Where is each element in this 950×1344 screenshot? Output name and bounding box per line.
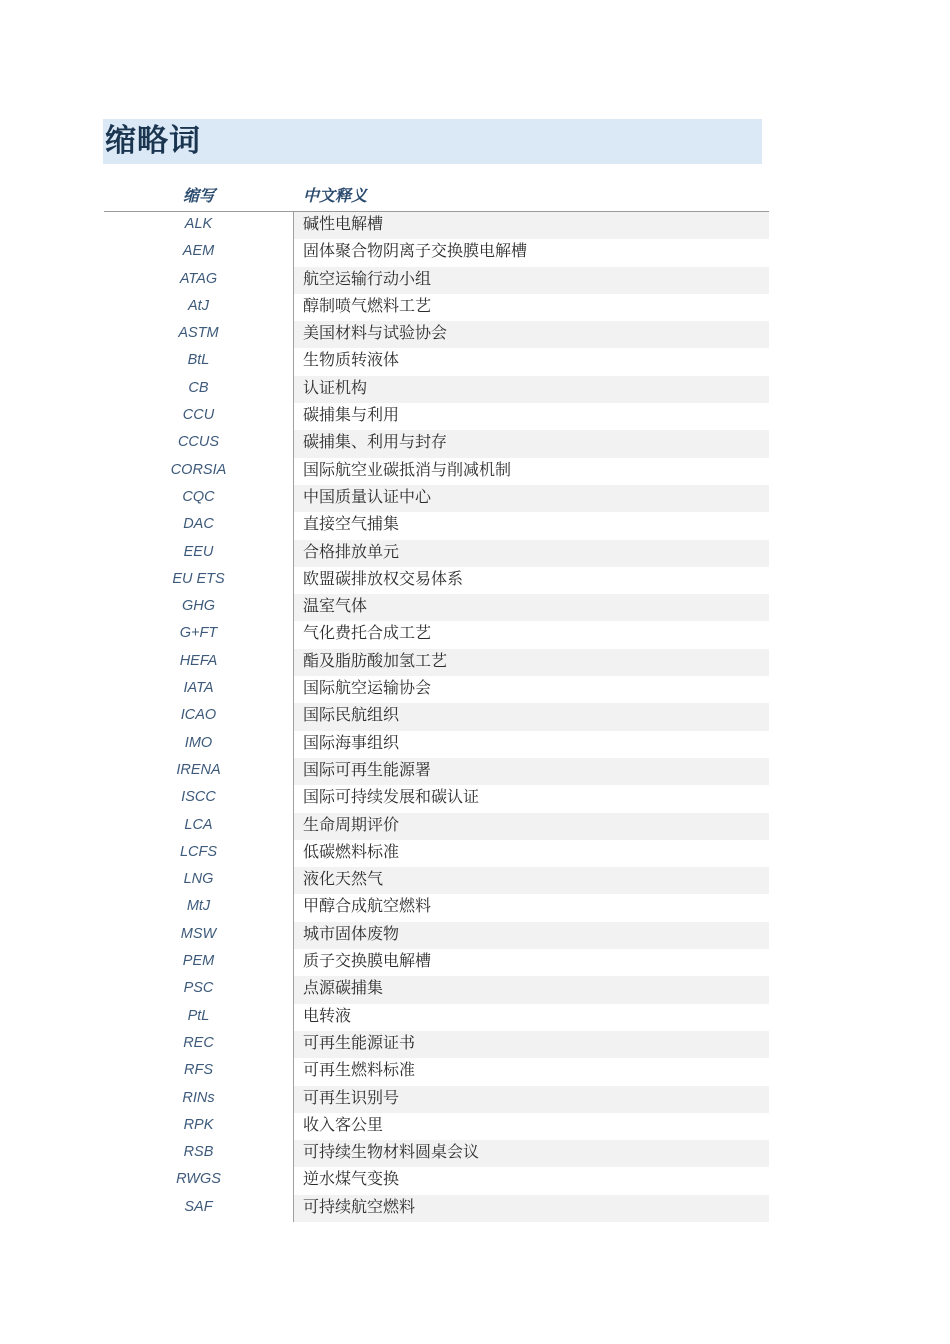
chinese-meaning-cell: 碳捕集、利用与封存 — [294, 430, 769, 457]
abbreviation-cell: SAF — [104, 1195, 294, 1222]
column-header-abbreviation: 缩写 — [182, 186, 215, 205]
chinese-meaning-cell: 中国质量认证中心 — [294, 485, 769, 512]
abbreviation-cell: EEU — [104, 540, 294, 567]
table-row — [104, 403, 769, 430]
chinese-meaning-cell: 欧盟碳排放权交易体系 — [303, 568, 464, 588]
table-row — [104, 840, 769, 867]
chinese-meaning-cell: 逆水煤气变换 — [303, 1169, 400, 1189]
chinese-meaning-cell: 国际民航组织 — [294, 703, 769, 730]
chinese-meaning-cell: 低碳燃料标准 — [303, 841, 400, 861]
table-row — [104, 1195, 769, 1222]
abbreviation-table-body — [104, 212, 769, 1222]
chinese-meaning-cell: 可持续生物材料圆桌会议 — [294, 1140, 769, 1167]
table-row — [104, 294, 769, 321]
table-row — [104, 1031, 769, 1058]
abbreviation-cell: RSB — [104, 1140, 294, 1167]
chinese-meaning-cell: 美国材料与试验协会 — [294, 321, 769, 348]
chinese-meaning-cell: 固体聚合物阴离子交换膜电解槽 — [303, 241, 528, 261]
table-row — [104, 1113, 769, 1140]
abbreviation-cell: MSW — [104, 922, 294, 949]
chinese-meaning-cell: 气化费托合成工艺 — [303, 623, 432, 643]
chinese-meaning-cell: 生物质转液体 — [303, 350, 400, 370]
table-row — [104, 1058, 769, 1085]
chinese-meaning-cell: 可再生能源证书 — [294, 1031, 769, 1058]
table-row — [104, 267, 769, 294]
table-row — [104, 321, 769, 348]
abbreviation-cell: CCU — [104, 403, 294, 430]
abbreviation-cell: LCFS — [104, 840, 294, 867]
abbreviation-cell: RFS — [104, 1058, 294, 1085]
table-row — [104, 1004, 769, 1031]
chinese-meaning-cell: 可持续航空燃料 — [294, 1195, 769, 1222]
abbreviation-cell: CORSIA — [104, 458, 294, 485]
chinese-meaning-cell: 甲醇合成航空燃料 — [303, 896, 432, 916]
abbreviation-cell: ISCC — [104, 785, 294, 812]
abbreviation-cell: PEM — [104, 949, 294, 976]
chinese-meaning-cell: 直接空气捕集 — [303, 514, 400, 534]
table-row — [104, 348, 769, 375]
table-row — [104, 1167, 769, 1194]
table-row — [104, 867, 769, 894]
abbreviation-cell: IRENA — [104, 758, 294, 785]
table-row — [104, 540, 769, 567]
abbreviation-cell: ALK — [104, 212, 294, 239]
abbreviation-cell: AEM — [104, 239, 294, 266]
abbreviation-cell: CQC — [104, 485, 294, 512]
chinese-meaning-cell: 认证机构 — [294, 376, 769, 403]
table-header — [104, 183, 769, 212]
chinese-meaning-cell: 国际可持续发展和碳认证 — [303, 787, 480, 807]
chinese-meaning-cell: 生命周期评价 — [294, 813, 769, 840]
table-row — [104, 1086, 769, 1113]
abbreviation-cell: AtJ — [104, 294, 294, 321]
abbreviation-cell: RWGS — [104, 1167, 294, 1194]
table-row — [104, 512, 769, 539]
abbreviation-cell: PtL — [104, 1004, 294, 1031]
chinese-meaning-cell: 国际航空运输协会 — [303, 678, 432, 698]
abbreviation-cell: MtJ — [104, 894, 294, 921]
abbreviation-cell: ICAO — [104, 703, 294, 730]
chinese-meaning-cell: 醇制喷气燃料工艺 — [303, 295, 432, 315]
abbreviation-cell: LNG — [104, 867, 294, 894]
chinese-meaning-cell: 国际可再生能源署 — [294, 758, 769, 785]
abbreviation-cell: RPK — [104, 1113, 294, 1140]
table-row — [104, 949, 769, 976]
page-title-banner — [103, 119, 762, 164]
table-row — [104, 567, 769, 594]
chinese-meaning-cell: 碱性电解槽 — [294, 212, 769, 239]
abbreviation-cell: G+FT — [104, 621, 294, 648]
chinese-meaning-cell: 国际海事组织 — [303, 732, 400, 752]
chinese-meaning-cell: 国际航空业碳抵消与削减机制 — [303, 459, 512, 479]
table-row — [104, 676, 769, 703]
table-row — [104, 813, 769, 840]
table-row — [104, 212, 769, 239]
chinese-meaning-cell: 液化天然气 — [294, 867, 769, 894]
abbreviation-cell: IATA — [104, 676, 294, 703]
abbreviation-cell: LCA — [104, 813, 294, 840]
chinese-meaning-cell: 合格排放单元 — [294, 540, 769, 567]
table-row — [104, 703, 769, 730]
page-title: 缩略词 — [105, 123, 201, 159]
column-header-chinese-meaning: 中文释义 — [303, 186, 368, 205]
chinese-meaning-cell: 可再生识别号 — [294, 1086, 769, 1113]
abbreviation-cell: DAC — [104, 512, 294, 539]
chinese-meaning-cell: 可再生燃料标准 — [303, 1060, 416, 1080]
abbreviation-cell: BtL — [104, 348, 294, 375]
chinese-meaning-cell: 城市固体废物 — [294, 922, 769, 949]
abbreviation-cell: HEFA — [104, 649, 294, 676]
chinese-meaning-cell: 电转液 — [303, 1005, 352, 1025]
chinese-meaning-cell: 航空运输行动小组 — [294, 267, 769, 294]
table-row — [104, 785, 769, 812]
abbreviation-cell: IMO — [104, 731, 294, 758]
chinese-meaning-cell: 收入客公里 — [303, 1114, 384, 1134]
table-row — [104, 894, 769, 921]
abbreviation-cell: ATAG — [104, 267, 294, 294]
table-row — [104, 1140, 769, 1167]
table-row — [104, 922, 769, 949]
table-row — [104, 239, 769, 266]
table-row — [104, 594, 769, 621]
table-row — [104, 376, 769, 403]
table-row — [104, 758, 769, 785]
table-row — [104, 430, 769, 457]
abbreviation-cell: CB — [104, 376, 294, 403]
chinese-meaning-cell: 点源碳捕集 — [294, 976, 769, 1003]
abbreviation-cell: EU ETS — [104, 567, 294, 594]
table-row — [104, 458, 769, 485]
table-row — [104, 485, 769, 512]
chinese-meaning-cell: 酯及脂肪酸加氢工艺 — [294, 649, 769, 676]
table-row — [104, 621, 769, 648]
abbreviation-cell: REC — [104, 1031, 294, 1058]
table-row — [104, 649, 769, 676]
abbreviation-cell: CCUS — [104, 430, 294, 457]
table-row — [104, 731, 769, 758]
table-row — [104, 976, 769, 1003]
abbreviation-cell: PSC — [104, 976, 294, 1003]
chinese-meaning-cell: 温室气体 — [294, 594, 769, 621]
chinese-meaning-cell: 质子交换膜电解槽 — [303, 951, 432, 971]
chinese-meaning-cell: 碳捕集与利用 — [303, 405, 400, 425]
abbreviation-cell: RINs — [104, 1086, 294, 1113]
abbreviation-cell: ASTM — [104, 321, 294, 348]
abbreviation-cell: GHG — [104, 594, 294, 621]
